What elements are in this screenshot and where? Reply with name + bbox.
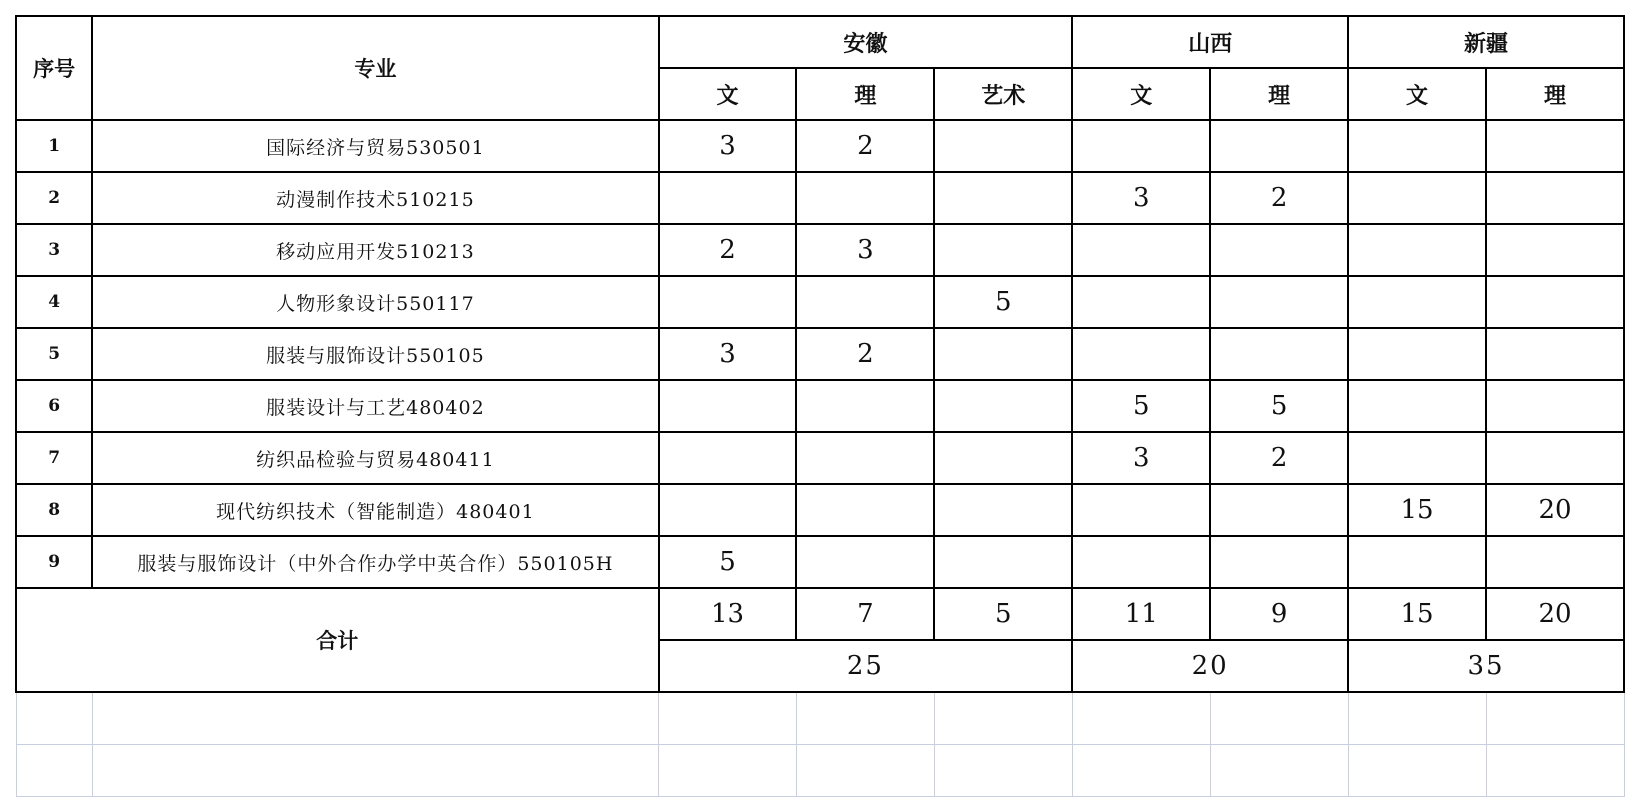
empty-cell [92, 744, 658, 796]
row-major: 现代纺织技术（智能制造）480401 [92, 484, 658, 536]
row-value-cell [1486, 172, 1624, 224]
row-major: 国际经济与贸易530501 [92, 120, 658, 172]
row-value-cell: 15 [1348, 484, 1486, 536]
row-major: 服装与服饰设计（中外合作办学中英合作）550105H [92, 536, 658, 588]
enrollment-plan-table [15, 15, 1625, 797]
row-seq: 7 [16, 432, 92, 484]
summary-province-total: 25 [659, 640, 1073, 692]
summary-label: 合计 [16, 588, 659, 692]
row-value-cell [659, 172, 797, 224]
row-value-cell [1486, 536, 1624, 588]
row-value-cell [934, 172, 1072, 224]
empty-cell [796, 692, 934, 744]
empty-grid-row [16, 692, 1624, 744]
row-seq: 5 [16, 328, 92, 380]
empty-cell [92, 692, 658, 744]
empty-cell [659, 692, 797, 744]
summary-subtotal-cell: 13 [659, 588, 797, 640]
row-value-cell [1072, 536, 1210, 588]
row-seq: 6 [16, 380, 92, 432]
row-value-cell [1348, 432, 1486, 484]
row-value-cell [1486, 224, 1624, 276]
row-value-cell [934, 380, 1072, 432]
table-row [16, 172, 1624, 224]
header-shanxi-wen: 文 [1072, 68, 1210, 120]
table-row [16, 328, 1624, 380]
row-value-cell [1072, 484, 1210, 536]
row-seq: 4 [16, 276, 92, 328]
table-row [16, 380, 1624, 432]
row-value-cell [934, 328, 1072, 380]
header-row-provinces [16, 16, 1624, 68]
row-value-cell [659, 432, 797, 484]
row-value-cell [1486, 328, 1624, 380]
empty-cell [934, 744, 1072, 796]
summary-subtotal-cell: 5 [934, 588, 1072, 640]
header-seq: 序号 [16, 16, 92, 120]
row-value-cell: 2 [1210, 172, 1348, 224]
row-value-cell: 3 [659, 120, 797, 172]
header-province-xinjiang: 新疆 [1348, 16, 1624, 68]
row-value-cell [934, 536, 1072, 588]
row-value-cell: 2 [796, 120, 934, 172]
empty-cell [1486, 692, 1624, 744]
empty-cell [1210, 692, 1348, 744]
row-value-cell [1210, 484, 1348, 536]
row-value-cell [1210, 328, 1348, 380]
header-anhui-li: 理 [796, 68, 934, 120]
row-value-cell [796, 536, 934, 588]
row-value-cell [796, 432, 934, 484]
row-value-cell: 3 [796, 224, 934, 276]
table-row [16, 276, 1624, 328]
row-seq: 3 [16, 224, 92, 276]
row-value-cell [1348, 536, 1486, 588]
row-value-cell [1210, 536, 1348, 588]
empty-cell [796, 744, 934, 796]
row-major: 服装与服饰设计550105 [92, 328, 658, 380]
row-seq: 1 [16, 120, 92, 172]
table-row [16, 432, 1624, 484]
row-value-cell: 2 [659, 224, 797, 276]
empty-cell [16, 692, 92, 744]
empty-cell [659, 744, 797, 796]
row-value-cell [796, 484, 934, 536]
header-province-shanxi: 山西 [1072, 16, 1348, 68]
row-value-cell [1486, 380, 1624, 432]
row-value-cell [1348, 172, 1486, 224]
header-anhui-wen: 文 [659, 68, 797, 120]
row-value-cell [1072, 224, 1210, 276]
row-value-cell [1210, 224, 1348, 276]
row-major: 动漫制作技术510215 [92, 172, 658, 224]
row-seq: 8 [16, 484, 92, 536]
summary-subtotal-cell: 9 [1210, 588, 1348, 640]
row-value-cell: 20 [1486, 484, 1624, 536]
row-major: 人物形象设计550117 [92, 276, 658, 328]
empty-cell [1072, 692, 1210, 744]
row-value-cell [1072, 276, 1210, 328]
row-value-cell [1348, 276, 1486, 328]
row-major: 移动应用开发510213 [92, 224, 658, 276]
row-value-cell: 5 [934, 276, 1072, 328]
row-value-cell: 2 [796, 328, 934, 380]
empty-grid-row [16, 744, 1624, 796]
header-xinjiang-wen: 文 [1348, 68, 1486, 120]
row-value-cell [1210, 120, 1348, 172]
row-value-cell [796, 380, 934, 432]
row-value-cell [1072, 120, 1210, 172]
summary-subtotal-cell: 11 [1072, 588, 1210, 640]
row-value-cell: 5 [1072, 380, 1210, 432]
empty-cell [1348, 692, 1486, 744]
summary-subtotal-cell: 15 [1348, 588, 1486, 640]
row-major: 纺织品检验与贸易480411 [92, 432, 658, 484]
header-major: 专业 [92, 16, 658, 120]
header-xinjiang-li: 理 [1486, 68, 1624, 120]
row-value-cell [659, 380, 797, 432]
empty-cell [1486, 744, 1624, 796]
empty-cell [1348, 744, 1486, 796]
row-value-cell [1348, 328, 1486, 380]
row-value-cell [1210, 276, 1348, 328]
row-value-cell [1348, 224, 1486, 276]
summary-subtotal-cell: 20 [1486, 588, 1624, 640]
row-value-cell [796, 172, 934, 224]
header-anhui-art: 艺术 [934, 68, 1072, 120]
row-value-cell [934, 224, 1072, 276]
row-value-cell [796, 276, 934, 328]
empty-cell [1072, 744, 1210, 796]
row-value-cell [934, 484, 1072, 536]
header-province-anhui: 安徽 [659, 16, 1073, 68]
summary-row-subtotals [16, 588, 1624, 640]
row-value-cell [1486, 432, 1624, 484]
row-value-cell [1072, 328, 1210, 380]
row-value-cell [1348, 380, 1486, 432]
table-row [16, 484, 1624, 536]
row-value-cell [1348, 120, 1486, 172]
summary-province-total: 20 [1072, 640, 1348, 692]
header-shanxi-li: 理 [1210, 68, 1348, 120]
empty-cell [16, 744, 92, 796]
table-row [16, 224, 1624, 276]
row-seq: 9 [16, 536, 92, 588]
row-value-cell [934, 432, 1072, 484]
row-seq: 2 [16, 172, 92, 224]
table-row [16, 120, 1624, 172]
row-value-cell: 3 [1072, 172, 1210, 224]
row-value-cell: 5 [659, 536, 797, 588]
row-value-cell [1486, 276, 1624, 328]
summary-province-total: 35 [1348, 640, 1624, 692]
row-value-cell: 5 [1210, 380, 1348, 432]
empty-cell [934, 692, 1072, 744]
row-value-cell [659, 276, 797, 328]
row-value-cell [1486, 120, 1624, 172]
row-value-cell: 2 [1210, 432, 1348, 484]
row-value-cell [659, 484, 797, 536]
table-row [16, 536, 1624, 588]
row-value-cell: 3 [659, 328, 797, 380]
row-major: 服装设计与工艺480402 [92, 380, 658, 432]
row-value-cell: 3 [1072, 432, 1210, 484]
row-value-cell [934, 120, 1072, 172]
summary-subtotal-cell: 7 [796, 588, 934, 640]
empty-cell [1210, 744, 1348, 796]
